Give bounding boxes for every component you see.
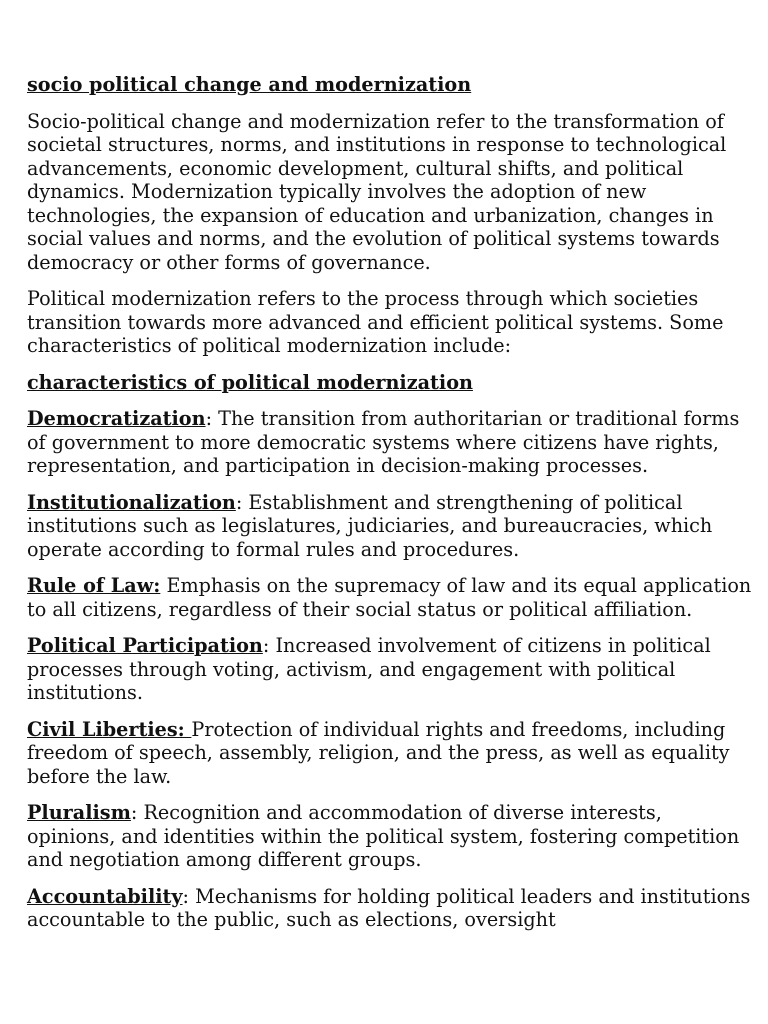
characteristic-description: Establishment and strengthening of political institutions such as legislatures, judiciaries, and bureaucracies, which operate according to formal rules and procedures.: [27, 490, 713, 561]
characteristic-term: Civil Liberties:: [27, 717, 192, 741]
characteristic-item: [27, 574, 752, 621]
characteristic-description: The transition from authoritarian or traditional forms of government to more democratic systems where citizens have rights, representation, and participation in decision-making processes.: [27, 407, 740, 477]
characteristic-term: Political Participation: [27, 634, 263, 657]
characteristic-item: [27, 885, 752, 932]
characteristic-item: [27, 407, 752, 478]
document-title: socio political change and modernization: [27, 73, 472, 96]
term-separator: :: [130, 801, 144, 824]
characteristic-item: [27, 718, 752, 789]
characteristic-term: Institutionalization: [27, 490, 236, 514]
document-page: [27, 73, 752, 945]
characteristic-term: Pluralism: [27, 801, 131, 824]
characteristic-item: [27, 491, 752, 562]
characteristic-item: [27, 634, 752, 705]
characteristic-description: Protection of individual rights and freedoms, including freedom of speech, assembly, religion, and the press, as well as equality before the law.: [27, 717, 730, 788]
section-heading: characteristics of political modernization: [27, 370, 473, 394]
characteristic-term: Rule of Law:: [27, 574, 161, 597]
term-separator: :: [205, 407, 219, 430]
term-separator: :: [182, 884, 196, 908]
characteristic-term: Accountability: [27, 884, 183, 908]
term-separator: :: [235, 490, 249, 514]
characteristic-description: Mechanisms for holding political leaders and institutions accountable to the public, such as elections, oversight: [27, 884, 751, 931]
term-separator: :: [262, 634, 276, 657]
characteristic-description: Recognition and accommodation of diverse interests, opinions, and identities within the political system, fostering competition and negotiation among different groups.: [27, 801, 740, 871]
characteristic-description: Emphasis on the supremacy of law and its equal application to all citizens, regardless of their social status or political affiliation.: [27, 574, 752, 621]
intro-paragraph: Socio-political change and modernization refer to the transformation of societal structures, norms, and institutions in response to technological advancements, economic development, cultural shifts, and political dynamics. Modernization typically involves the adoption of new technologies, the expansion of education and urbanization, changes in social values and norms, and the evolution of political systems towards democracy or other forms of governance.: [27, 109, 727, 274]
characteristic-description: Increased involvement of citizens in political processes through voting, activism, and engagement with political institutions.: [27, 634, 711, 704]
intro-paragraph: Political modernization refers to the process through which societies transition towards more advanced and efficient political systems. Some characteristics of political modernization include:: [27, 287, 724, 357]
characteristic-item: [27, 801, 752, 872]
characteristic-term: Democratization: [27, 407, 206, 430]
